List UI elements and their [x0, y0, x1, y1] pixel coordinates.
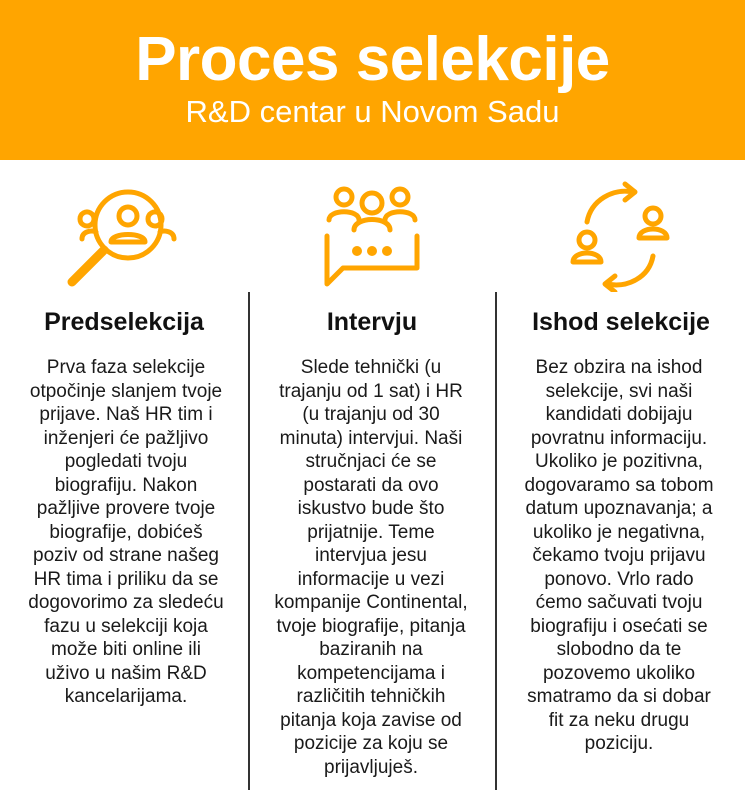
- group-chat-icon: [321, 180, 423, 297]
- column-ishod-selekcije: [497, 160, 745, 800]
- column-intervju: [249, 160, 495, 800]
- header-banner: [0, 0, 745, 160]
- column-predselekcija: [0, 160, 248, 800]
- page-subtitle: R&D centar u Novom Sadu: [185, 94, 560, 129]
- column-body-text: Bez obzira na ishod selekcije, svi naši kandidati dobijaju povratnu informaciju. Ukoliko je pozitivna, dogovaramo sa tobom datum upoznavanja; a ukoliko je negativna, čekamo tvoju prijavu ponovo. Vrlo rado ćemo sačuvati tvoju biografiju i osećati se slobodno da te pozovemo ukoliko smatramo da si dobar fit za neku drugu poziciju.: [524, 357, 714, 754]
- search-person-icon: [58, 180, 188, 300]
- exchange-people-icon: [565, 180, 675, 297]
- column-body-text: Slede tehnički (u trajanju od 1 sat) i HR (u trajanju od 30 minuta) intervjui. Naši stručnjaci će se postarati da ovo iskustvo bude što prijatnije. Teme intervjua jesu informacije u vezi kompanije Continental, tvoje biografije, pitanja baziranih na kompetencijama i različitih tehničkih pitanja koja zavise od pozicije za koju se prijavljuješ.: [274, 357, 468, 778]
- column-heading: Predselekcija: [44, 308, 204, 336]
- column-body-text: Prva faza selekcije otpočinje slanjem tvoje prijave. Naš HR tim i inženjeri će pažljivo pogledati tvoju biografiju. Nakon pažljive provere tvoje biografije, dobićeš poziv od strane našeg HR tima i priliku da se dogovorimo za sledeću fazu u selekciji koja može biti online ili uživo u našim R&D kancelarijama.: [28, 357, 224, 707]
- column-heading: Ishod selekcije: [532, 308, 710, 336]
- column-heading: Intervju: [326, 308, 418, 336]
- page-title: Proces selekcije: [135, 25, 610, 94]
